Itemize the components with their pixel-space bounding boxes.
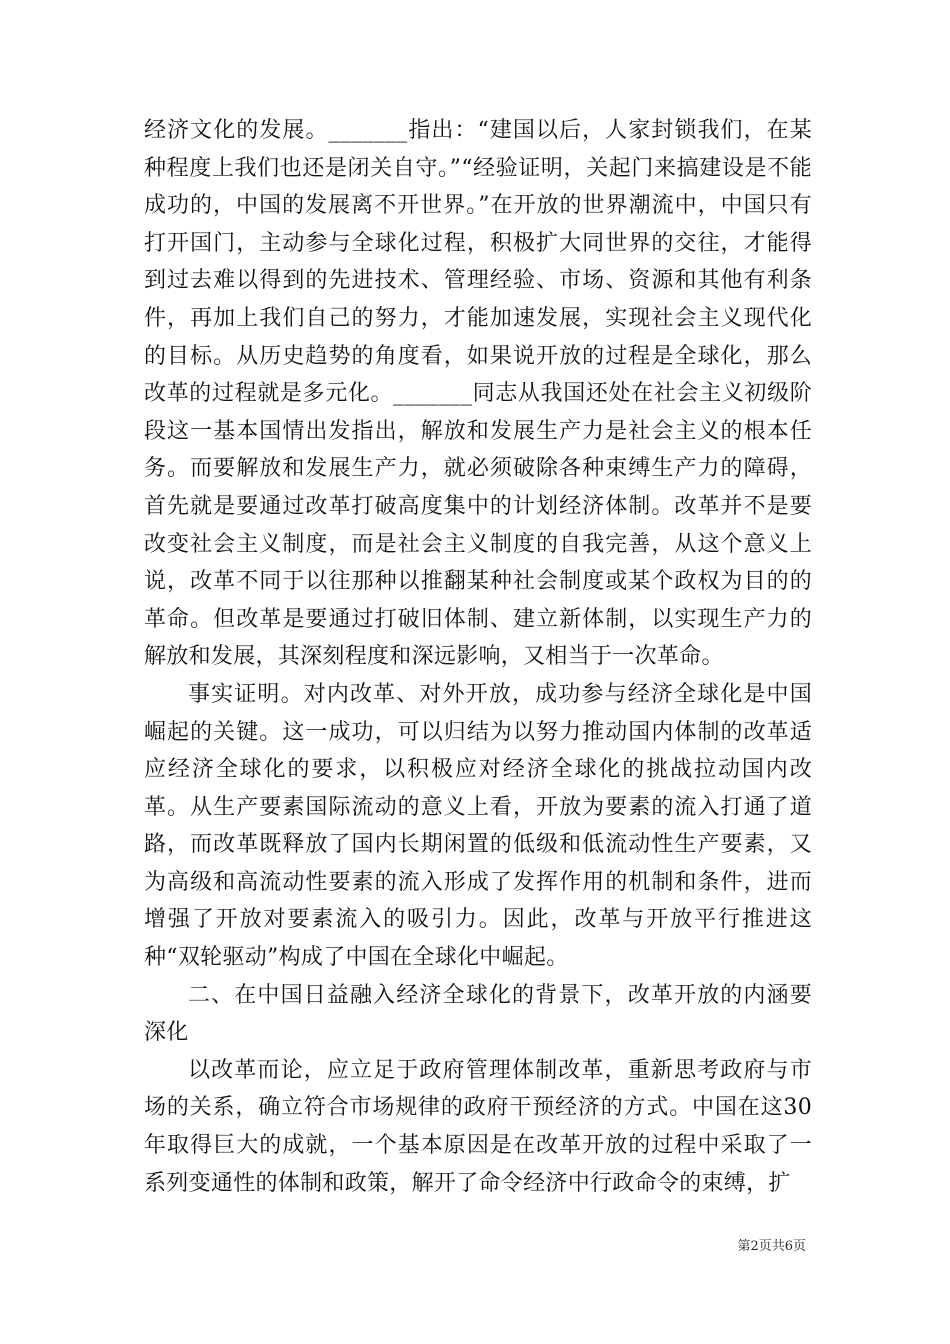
page-number-footer: 第2页共6页: [737, 1239, 806, 1254]
section-heading: 二、在中国日益融入经济全球化的背景下，改革开放的内涵要深化: [144, 982, 812, 1046]
paragraph-2: 事实证明。对内改革、对外开放，成功参与经济全球化是中国崛起的关键。这一成功，可以归结为以努力推动国内体制的改革适应经济全球化的要求，以积极应对经济全球化的挑战拉动国内改革。从生产要素国际流动的意义上看，开放为要素的流入打通了道路，而改革既释放了国内长期闲置的低级和低流动性生产要素，又为高级和高流动性要素的流入形成了发挥作用的机制和条件，进而增强了开放对要素流入的吸引力。因此，改革与开放平行推进这种“双轮驱动”构成了中国在全球化中崛起。: [144, 681, 812, 971]
paragraph-3: 以改革而论，应立足于政府管理体制改革，重新思考政府与市场的关系，确立符合市场规律的政府干预经济的方式。中国在这30年取得巨大的成就，一个基本原因是在改革开放的过程中采取了一系列变通性的体制和政策，解开了命令经济中行政命令的束缚，扩: [144, 1057, 812, 1196]
document-body: [144, 112, 812, 1202]
paragraph-1: 经济文化的发展。_______指出：“建国以后，人家封锁我们，在某种程度上我们也还是闭关自守。”“经验证明，关起门来搞建设是不能成功的，中国的发展离不开世界。”在开放的世界潮流中，中国只有打开国门，主动参与全球化过程，积极扩大同世界的交往，才能得到过去难以得到的先进技术、管理经验、市场、资源和其他有利条件，再加上我们自己的努力，才能加速发展，实现社会主义现代化的目标。从历史趋势的角度看，如果说开放的过程是全球化，那么改革的过程就是多元化。_______同志从我国还处在社会主义初级阶段这一基本国情出发指出，解放和发展生产力是社会主义的根本任务。而要解放和发展生产力，就必须破除各种束缚生产力的障碍，首先就是要通过改革打破高度集中的计划经济体制。改革并不是要改变社会主义制度，而是社会主义制度的自我完善，从这个意义上说，改革不同于以往那种以推翻某种社会制度或某个政权为目的的革命。但改革是要通过打破旧体制、建立新体制，以实现生产力的解放和发展，其深刻程度和深远影响，又相当于一次革命。: [144, 118, 812, 670]
